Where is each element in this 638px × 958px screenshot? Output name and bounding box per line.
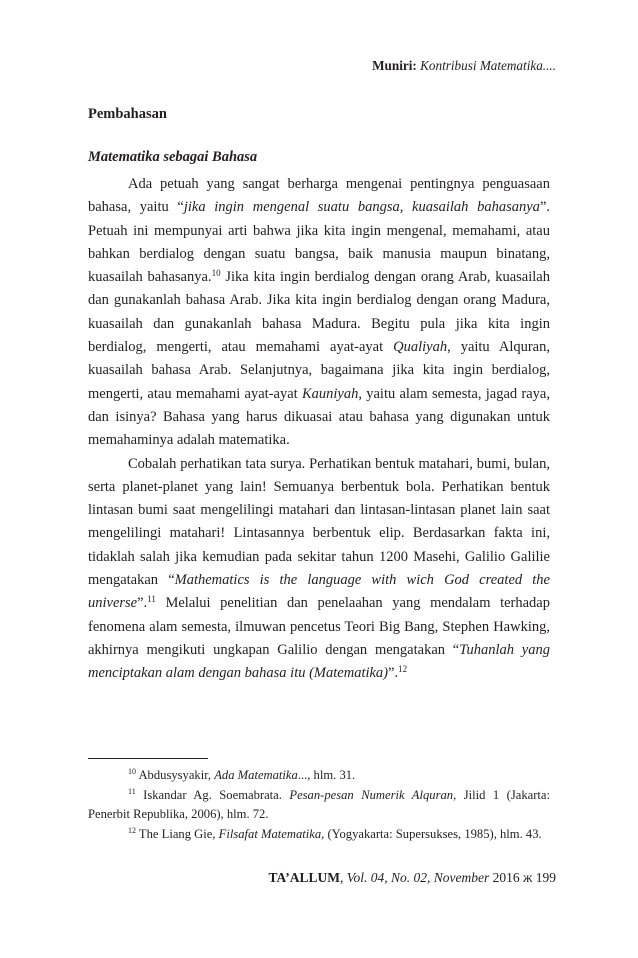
p1-text-4: , yaitu Alquran, kuasailah bahasa Arab. Selanjutnya, bagaimana jika kita ingin berdialog, mengerti, atau memahami ayat-ayat	[88, 339, 550, 402]
footnote-10	[88, 766, 550, 786]
running-head	[372, 58, 556, 74]
p2-text-3: Melalui penelitian dan penelaahan yang mendalam terhadap fenomena alam semesta, ilmuwan pencetus Teori Big Bang, Stephen Hawking, akhirnya mengikuti ungkapan Galilio dengan mengatakan “	[88, 595, 550, 658]
running-head-author: Muniri:	[372, 58, 417, 73]
footer-journal-name: TA’ALLUM	[268, 870, 341, 885]
p1-text-1: Ada petuah yang sangat berharga mengenai pentingnya penguasaan bahasa, yaitu “	[88, 176, 550, 216]
footnote-ref-10[interactable]: 10	[211, 268, 221, 279]
footnote-number: 11	[128, 786, 136, 796]
footnote-title: Ada Matematika	[214, 768, 298, 782]
footnote-ref-11[interactable]: 11	[147, 594, 156, 605]
p1-text-2: ”. Petuah ini mempunyai arti bahwa jika kita ingin mengenal, memahami, atau bahkan berdialog dengan suatu bangsa, baik manusia maupun binatang, kuasailah bahasanya.	[88, 199, 550, 286]
p2-text-4: ”.	[388, 665, 399, 682]
page-footer	[269, 870, 556, 886]
paragraph-1	[88, 173, 550, 453]
footnote-text: ..., hlm. 31.	[297, 768, 356, 782]
p2-text-1: Cobalah perhatikan tata surya. Perhatikan bentuk matahari, bumi, bulan, serta planet-planet yang lain! Semuanya berbentuk bola. Perhatikan bentuk lintasan bumi saat mengelilingi matahari dan lintasan-lintasan planet lain saat mengelilingi matahari! Lintasannya berbentuk elip. Berdasarkan fakta ini, tidaklah salah jika kemudian pada sekitar tahun 1200 Masehi, Galilio Galilie mengatakan “	[88, 455, 550, 589]
footnote-text: Iskandar Ag. Soemabrata.	[135, 787, 290, 802]
footnote-divider	[88, 758, 208, 759]
footnote-text: Abdusysyakir,	[136, 768, 215, 782]
footnote-text: (Yogyakarta: Supersukses, 1985), hlm. 43.	[324, 826, 542, 841]
footnotes	[88, 766, 550, 844]
p1-quote-proverb: jika ingin mengenal suatu bangsa, kuasailah bahasanya	[183, 199, 540, 216]
footnote-number: 12	[128, 825, 136, 835]
p1-term-kauniyah: Kauniyah	[301, 385, 359, 402]
section-title: Pembahasan	[88, 106, 167, 122]
footnote-number: 10	[128, 767, 136, 776]
paragraph-2	[88, 453, 550, 686]
p1-text-3: Jika kita ingin berdialog dengan orang Arab, kuasailah dan gunakanlah bahasa Arab. Jika kita ingin berdialog dengan orang Madura, kuasailah dan gunakanlah bahasa Madura. Begitu pula jika kita ingin berdialog, mengerti, atau memahami ayat-ayat	[88, 269, 550, 356]
footnote-12	[88, 825, 550, 845]
running-head-title: Kontribusi Matematika....	[420, 58, 556, 73]
footnote-title: Filsafat Matematika,	[218, 826, 325, 841]
footnote-text: The Liang Gie,	[136, 826, 219, 841]
p2-quote-hawking: Tuhanlah yang menciptakan alam dengan bahasa itu (Matematika)	[88, 641, 550, 682]
p2-quote-galileo: Mathematics is the language with wich God created the universe	[88, 572, 550, 612]
footer-year-page: 2016 ж 199	[489, 870, 556, 885]
footnote-ref-12[interactable]: 12	[398, 664, 408, 675]
footer-volume: , Vol. 04, No. 02, November	[340, 870, 490, 885]
subsection-title: Matematika sebagai Bahasa	[88, 149, 258, 165]
footnote-11	[88, 786, 550, 825]
p1-text-5: , yaitu alam semesta, jagad raya, dan isinya? Bahasa yang harus dikuasai atau bahasa yang digunakan untuk memahaminya adalah matematika.	[88, 385, 550, 449]
footnote-text: , Jilid 1 (Jakarta: Penerbit Republika, 2006), hlm. 72.	[88, 787, 550, 821]
footnote-title: Pesan-pesan Numerik Alquran	[289, 787, 454, 802]
body-text	[88, 173, 550, 686]
p2-text-2: ”.	[137, 595, 148, 612]
p1-term-qualiyah: Qualiyah	[393, 339, 448, 356]
